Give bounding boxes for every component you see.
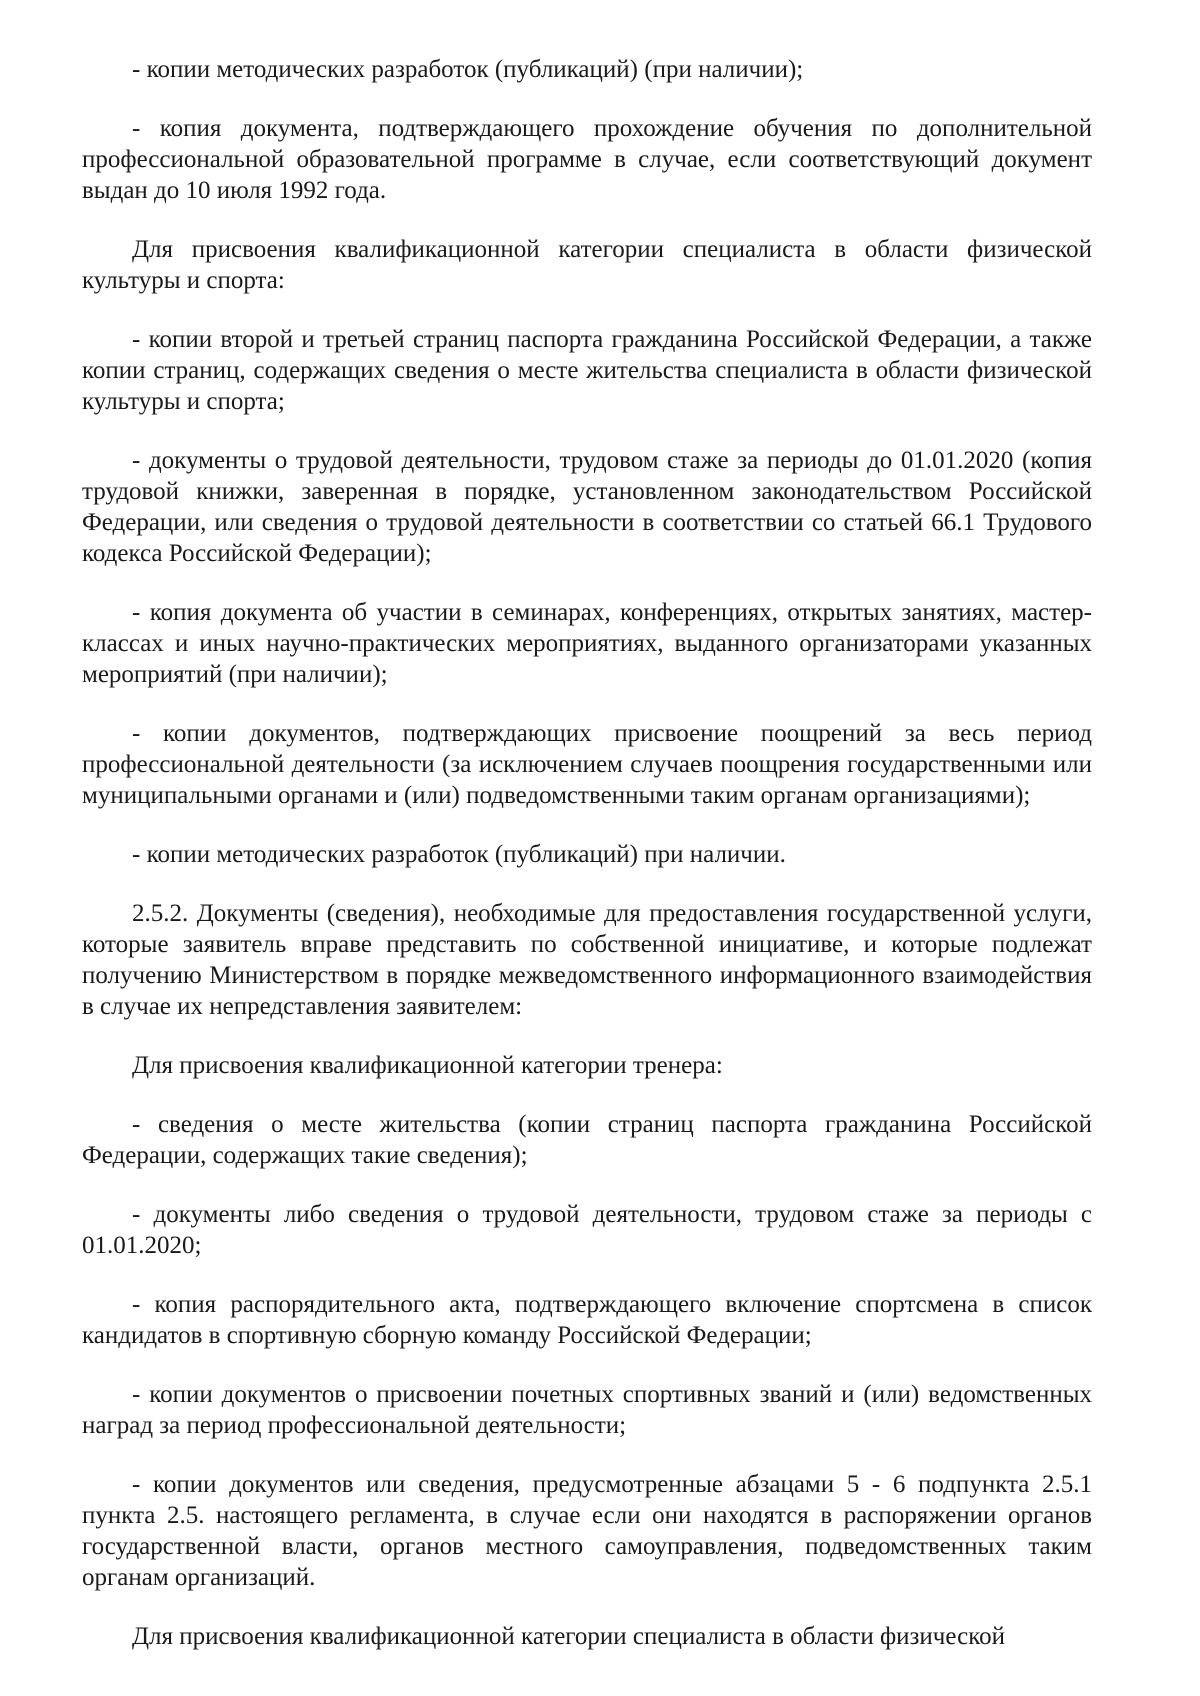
- paragraph-11: - сведения о месте жительства (копии страниц паспорта гражданина Российской Федерации, содержащих такие сведения);: [82, 1111, 1092, 1169]
- paragraph-13: - копия распорядительного акта, подтверждающего включение спортсмена в список кандидатов в спортивную сборную команду Российской Федерации;: [82, 1291, 1092, 1349]
- paragraph-4: - копии второй и третьей страниц паспорта гражданина Российской Федерации, а также копии страниц, содержащих сведения о месте жительства специалиста в области физической культуры и спорта;: [82, 326, 1092, 415]
- paragraph-12: - документы либо сведения о трудовой деятельности, трудовом стаже за периоды с 01.01.2020;: [82, 1201, 1092, 1259]
- paragraph-9: 2.5.2. Документы (сведения), необходимые для предоставления государственной услуги, которые заявитель вправе представить по собственной инициативе, и которые подлежат получению Министерством в порядке межведомственного информационного взаимодействия в случае их непредставления заявителем:: [82, 900, 1092, 1020]
- paragraph-3: Для присвоения квалификационной категории специалиста в области физической культуры и спорта:: [82, 236, 1092, 294]
- paragraph-7: - копии документов, подтверждающих присвоение поощрений за весь период профессиональной деятельности (за исключением случаев поощрения государственными или муниципальными органами и (или) подведомственными таким органам организациями);: [82, 720, 1092, 809]
- paragraph-15: - копии документов или сведения, предусмотренные абзацами 5 - 6 подпункта 2.5.1 пункта 2.5. настоящего регламента, в случае если они находятся в распоряжении органов государственной власти, органов местного самоуправления, подведомственных таким органам организаций.: [82, 1471, 1092, 1591]
- paragraph-6: - копия документа об участии в семинарах, конференциях, открытых занятиях, мастер-классах и иных научно-практических мероприятиях, выданного организаторами указанных мероприятий (при наличии);: [82, 599, 1092, 688]
- paragraph-1: - копии методических разработок (публикаций) (при наличии);: [132, 56, 804, 83]
- paragraph-8: - копии методических разработок (публикаций) при наличии.: [132, 841, 786, 868]
- paragraph-2: - копия документа, подтверждающего прохождение обучения по дополнительной профессиональной образовательной программе в случае, если соответствующий документ выдан до 10 июля 1992 года.: [82, 115, 1092, 204]
- paragraph-14: - копии документов о присвоении почетных спортивных званий и (или) ведомственных наград за период профессиональной деятельности;: [82, 1381, 1092, 1439]
- paragraph-5: - документы о трудовой деятельности, трудовом стаже за периоды до 01.01.2020 (копия трудовой книжки, заверенная в порядке, установленном законодательством Российской Федерации, или сведения о трудовой деятельности в соответствии со статьей 66.1 Трудового кодекса Российской Федерации);: [82, 447, 1092, 567]
- paragraph-16: Для присвоения квалификационной категории специалиста в области физической: [132, 1623, 1005, 1650]
- paragraph-10: Для присвоения квалификационной категории тренера:: [132, 1052, 723, 1079]
